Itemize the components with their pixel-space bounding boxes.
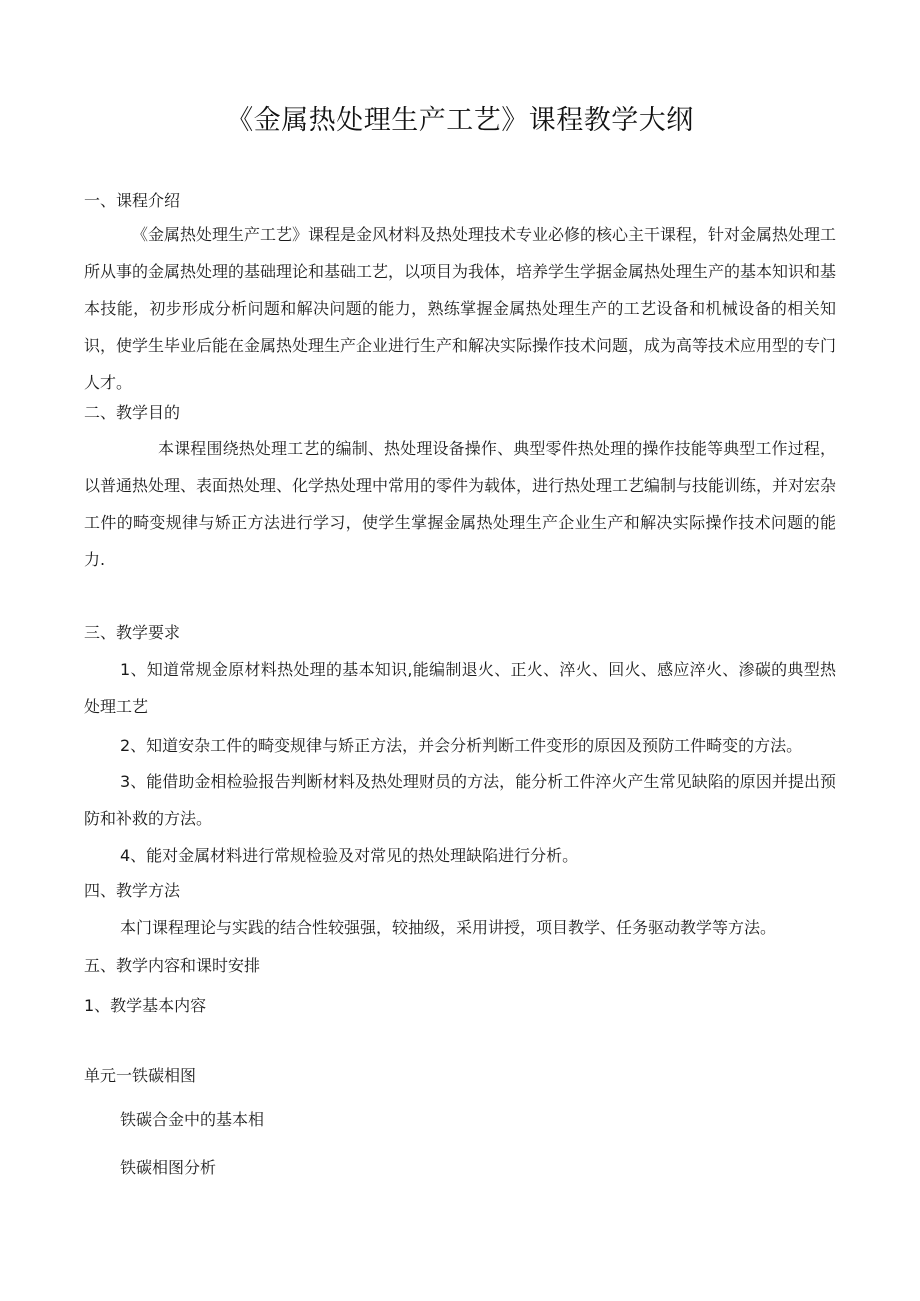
section-5-heading: 五、教学内容和课时安排 xyxy=(84,956,261,975)
requirement-item-2: 2、知道安杂工件的畸变规律与矫正方法，并会分析判断工件变形的原因及预防工件畸变的方法。 xyxy=(120,736,803,755)
section-1-heading: 一、课程介绍 xyxy=(84,191,181,210)
unit-1-title: 单元一铁碳相图 xyxy=(84,1066,197,1085)
unit-1-item-2: 铁碳相图分析 xyxy=(120,1158,217,1177)
section-3-heading: 三、教学要求 xyxy=(84,623,181,642)
section-5-subheading: 1、教学基本内容 xyxy=(84,996,207,1015)
section-2-heading: 二、教学目的 xyxy=(84,403,181,422)
requirement-item-3: 3、能借助金相检验报告判断材料及热处理财员的方法，能分析工件淬火产生常见缺陷的原因并提出预防和补救的方法。 xyxy=(84,772,836,828)
unit-1-item-1: 铁碳合金中的基本相 xyxy=(120,1110,265,1129)
section-1-paragraph: 《金属热处理生产工艺》课程是金风材料及热处理技术专业必修的核心主干课程，针对金属热处理工所从事的金属热处理的基础理论和基础工艺，以项目为我体，培养学生学据金属热处理生产的基本知识和基本技能，初步形成分析问题和解决问题的能力，熟练掌握金属热处理生产的工艺设备和机械设备的相关知识，使学生毕业后能在金属热处理生产企业进行生产和解决实际操作技术问题，成为高等技术应用型的专门人才。 xyxy=(84,225,837,392)
requirement-item-1: 1、知道常规金原材料热处理的基本知识,能编制退火、正火、淬火、回火、感应淬火、渗碳的典型热处理工艺 xyxy=(84,660,836,716)
section-2-paragraph: 本课程围绕热处理工艺的编制、热处理设备操作、典型零件热处理的操作技能等典型工作过程，以普通热处理、表面热处理、化学热处理中常用的零件为载体，进行热处理工艺编制与技能训练，并对宏杂工件的畸变规律与矫正方法进行学习，使学生掌握金属热处理生产企业生产和解决实际操作技术问题的能力. xyxy=(84,439,837,569)
section-4-heading: 四、教学方法 xyxy=(84,881,181,900)
document-title: 《金属热处理生产工艺》课程教学大纲 xyxy=(226,105,694,136)
requirement-item-4: 4、能对金属材料进行常规检验及对常见的热处理缺陷进行分析。 xyxy=(120,846,579,865)
section-4-paragraph: 本门课程理论与实践的结合性较强强，较抽级，采用讲授，项目教学、任务驱动教学等方法。 xyxy=(120,918,777,937)
